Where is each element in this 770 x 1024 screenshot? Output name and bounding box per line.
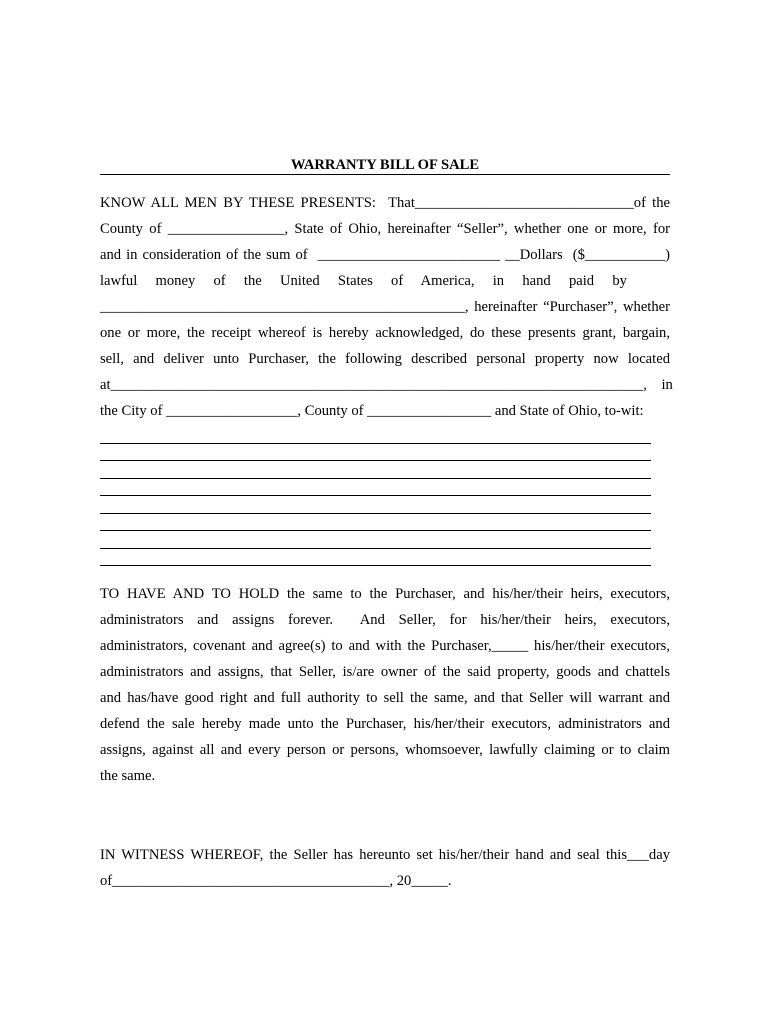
para1-line: __________________________________________________, hereinafter “Purchaser”, whether	[100, 299, 670, 315]
para2-line: administrators, covenant and agree(s) to and with the Purchaser,_____ his/her/their executors,	[100, 638, 670, 654]
para1-line: and in consideration of the sum of _________________________ __Dollars ($___________)	[100, 247, 670, 263]
witness-line: IN WITNESS WHEREOF, the Seller has hereunto set his/her/their hand and seal this___day	[100, 847, 670, 863]
property-description-line[interactable]	[100, 565, 651, 566]
para1-line: lawful money of the United States of America, in hand paid by	[100, 273, 627, 289]
document-title: WARRANTY BILL OF SALE	[290, 157, 480, 173]
property-description-line[interactable]	[100, 513, 651, 514]
para1-line: County of ________________, State of Ohio, hereinafter “Seller”, whether one or more, for	[100, 221, 670, 237]
para1-line: sell, and deliver unto Purchaser, the following described personal property now located	[100, 351, 670, 367]
para2-line: and has/have good right and full authority to sell the same, and that Seller will warrant and	[100, 690, 670, 706]
para2-line: administrators and assigns forever. And Seller, for his/her/their heirs, executors,	[100, 612, 670, 628]
property-description-line[interactable]	[100, 443, 651, 444]
property-description-line[interactable]	[100, 548, 651, 549]
property-description-line[interactable]	[100, 478, 651, 479]
witness-date-line: of______________________________________, 20_____.	[100, 873, 452, 889]
para2-line: assigns, against all and every person or persons, whomsoever, lawfully claiming or to claim	[100, 742, 670, 758]
para1-line: one or more, the receipt whereof is hereby acknowledged, do these presents grant, bargain,	[100, 325, 670, 341]
para1-line: KNOW ALL MEN BY THESE PRESENTS: That______________________________of the	[100, 195, 670, 211]
para1-line: the City of __________________, County of _________________ and State of Ohio, to-wit:	[100, 403, 644, 419]
para2-line: the same.	[100, 768, 156, 784]
property-description-line[interactable]	[100, 495, 651, 496]
title-rule	[100, 174, 670, 175]
para1-line: at_________________________________________________________________________, in	[100, 377, 673, 393]
para2-line: administrators and assigns, that Seller, is/are owner of the said property, goods and chattels	[100, 664, 670, 680]
property-description-line[interactable]	[100, 530, 651, 531]
property-description-line[interactable]	[100, 460, 651, 461]
para2-line: defend the sale hereby made unto the Purchaser, his/her/their executors, administrators and	[100, 716, 670, 732]
para2-line: TO HAVE AND TO HOLD the same to the Purchaser, and his/her/their heirs, executors,	[100, 586, 670, 602]
